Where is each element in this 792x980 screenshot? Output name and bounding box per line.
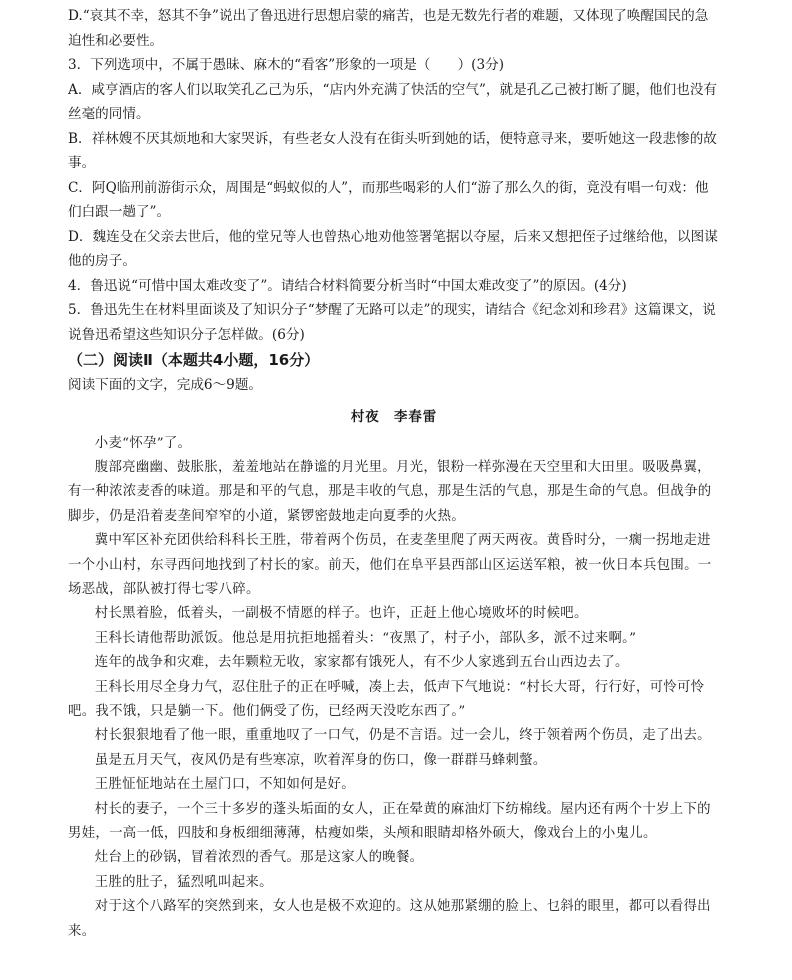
story-paragraph: 对于这个八路军的突然到来，女人也是极不欢迎的。这从她那紧绷的脸上、乜斜的眼里，都可以看得出来。 xyxy=(68,899,711,939)
story-paragraph: 王胜怔怔地站在土屋门口，不知如何是好。 xyxy=(94,777,355,793)
section-heading: （二）阅读Ⅱ（本题共4小题，16分） xyxy=(68,351,320,369)
story-paragraph: 连年的战争和灾难，去年颗粒无收，家家都有饿死人，有不少人家逃到五台山西边去了。 xyxy=(94,655,629,671)
story-paragraph: 王科长请他帮助派饭。他总是用抗拒地摇着头：“夜黑了，村子小，部队多，派不过来啊。” xyxy=(94,630,637,646)
story-title: 村夜 李春雷 xyxy=(350,408,438,425)
story-paragraph: 冀中军区补充团供给科科长王胜，带着两个伤员，在麦垄里爬了两天两夜。黄昏时分，一瘸一拐地走进一个小山村，东寻西问地找到了村长的家。前天，他们在阜平县西部山区运送军粮，被一伙日本兵包围。一场恶战，部队被打得七零八碎。 xyxy=(68,533,712,597)
story-paragraph: 小麦“怀孕”了。 xyxy=(94,435,192,451)
q3-stem: 3．下列选项中，不属于愚昧、麻木的“看客”形象的一项是（ ）(3分) xyxy=(68,57,505,73)
q3-option-b: B．祥林嫂不厌其烦地和大家哭诉，有些老女人没有在街头听到她的话，便特意寻来，要听她这一段悲惨的故事。 xyxy=(68,130,717,171)
story-body xyxy=(68,432,720,945)
story-paragraph: 虽是五月天气，夜风仍是有些寒凉，吹着浑身的伤口，像一群群马蜂刺螫。 xyxy=(94,752,547,768)
q3-option-c: C．阿Q临刑前游街示众，周围是“蚂蚁似的人”，而那些喝彩的人们“游了那么久的街，竟没有唱一句戏：他们白跟一趟了”。 xyxy=(68,179,709,220)
story-paragraph: 村长狠狠地看了他一眼，重重地叹了一口气，仍是不言语。过一会儿，终于领着两个伤员，走了出去。 xyxy=(94,728,711,744)
q5-stem: 5．鲁迅先生在材料里面谈及了知识分子“梦醒了无路可以走”的现实，请结合《纪念刘和珍君》这篇课文，说说鲁迅希望这些知识分子怎样做。(6分) xyxy=(68,302,716,343)
story-paragraph: 村长的妻子，一个三十多岁的蓬头垢面的女人，正在晕黄的麻油灯下纺棉线。屋内还有两个十岁上下的男娃，一高一低，四肢和身板细细薄薄，枯瘦如柴，头颅和眼睛却格外硕大，像戏台上的小鬼儿。 xyxy=(68,801,711,841)
q4-stem: 4．鲁迅说“可惜中国太难改变了”。请结合材料简要分析当时“中国太难改变了”的原因。(4分) xyxy=(68,277,627,294)
q2-option-d: D.“哀其不幸，怒其不争”说出了鲁迅进行思想启蒙的痛苦，也是无数先行者的难题，又体现了唤醒国民的急迫性和必要性。 xyxy=(68,8,709,49)
story-paragraph: 腹部亮幽幽、鼓胀胀，羞羞地站在静谧的月光里。月光，银粉一样弥漫在天空里和大田里。吸吸鼻翼，有一种浓浓麦香的味道。那是和平的气息，那是丰收的气息，那是生活的气息，那是生命的气息。但战争的脚步，仍是沿着麦垄间窄窄的小道，紧锣密鼓地走向夏季的火热。 xyxy=(68,459,712,524)
q3-option-d: D．魏连殳在父亲去世后，他的堂兄等人也曾热心地劝他签署笔据以夺屋，后来又想把侄子过继给他，以图谋他的房子。 xyxy=(68,228,718,269)
q3-option-a: A．咸亨酒店的客人们以取笑孔乙己为乐，“店内外充满了快活的空气”，就是孔乙己被打断了腿，他们也没有丝毫的同情。 xyxy=(68,81,718,122)
story-paragraph: 王胜的肚子，猛烈吼叫起来。 xyxy=(94,874,273,890)
story-paragraph: 村长黑着脸，低着头，一副极不情愿的样子。也许，正赶上他心境败坏的时候吧。 xyxy=(94,606,588,622)
story-paragraph: 灶台上的砂锅，冒着浓烈的香气。那是这家人的晚餐。 xyxy=(94,850,424,866)
story-paragraph: 王科长用尽全身力气，忍住肚子的正在呼喊，凑上去，低声下气地说：“村长大哥，行行好，可怜可怜吧。我不饿，只是躺一下。他们俩受了伤，已经两天没吃东西了。” xyxy=(68,679,705,719)
reading-instruction: 阅读下面的文字，完成6～9题。 xyxy=(68,377,263,393)
